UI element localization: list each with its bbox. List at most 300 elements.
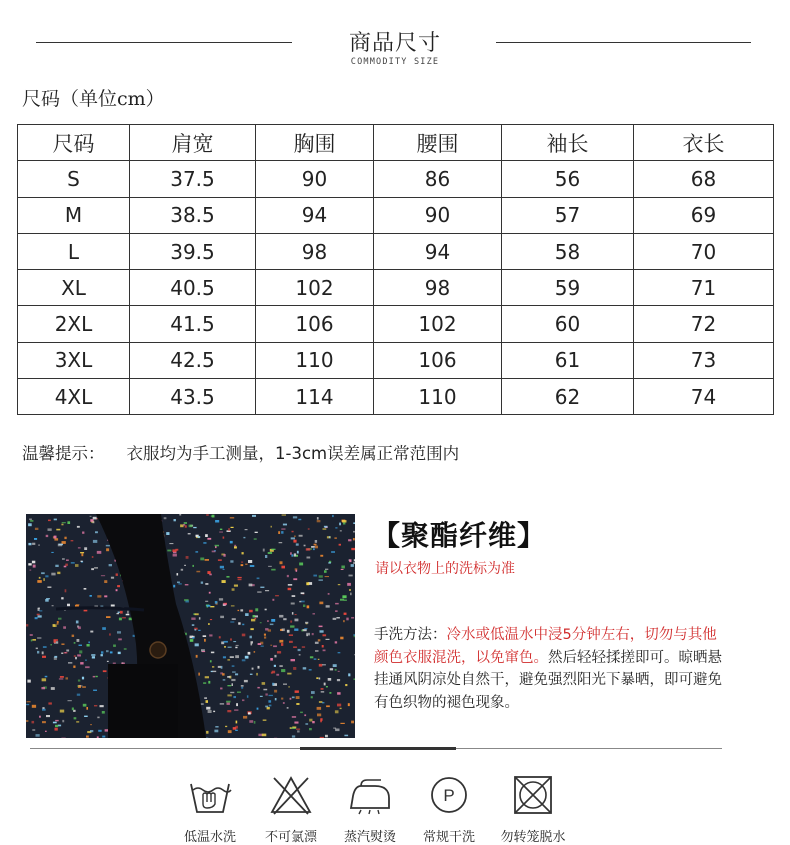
tweed-speckle — [252, 668, 254, 670]
tweed-speckle — [313, 575, 317, 577]
tweed-speckle — [38, 608, 40, 609]
tweed-speckle — [281, 531, 283, 534]
tweed-speckle — [90, 631, 93, 633]
tweed-speckle — [77, 639, 80, 642]
tweed-speckle — [215, 520, 219, 523]
tweed-speckle — [271, 569, 275, 571]
tweed-speckle — [234, 545, 236, 547]
tweed-speckle — [219, 598, 223, 600]
tweed-speckle — [64, 537, 66, 539]
tweed-speckle — [242, 634, 246, 637]
tweed-speckle — [290, 625, 294, 627]
table-cell: 102 — [256, 270, 374, 306]
tweed-speckle — [281, 698, 283, 700]
page-title: 商品尺寸 — [0, 26, 790, 57]
table-cell: 60 — [502, 306, 634, 342]
tweed-speckle — [67, 604, 70, 607]
tweed-speckle — [245, 656, 249, 659]
tweed-speckle — [94, 705, 97, 706]
tweed-speckle — [93, 517, 97, 520]
tweed-speckle — [274, 655, 276, 658]
tweed-speckle — [205, 601, 208, 602]
tweed-speckle — [348, 539, 351, 541]
tweed-speckle — [269, 705, 272, 707]
tweed-speckle — [211, 652, 214, 654]
tweed-speckle — [37, 651, 39, 654]
tweed-speckle — [101, 651, 103, 653]
tweed-speckle — [263, 689, 267, 691]
material-subtitle: 请以衣物上的洗标为准 — [375, 558, 515, 578]
tweed-speckle — [265, 590, 269, 591]
table-cell: 62 — [502, 379, 634, 415]
tweed-speckle — [42, 721, 46, 723]
tweed-speckle — [235, 655, 239, 658]
table-cell: 98 — [256, 233, 374, 269]
tweed-speckle — [236, 703, 238, 706]
table-cell: 58 — [502, 233, 634, 269]
tweed-speckle — [238, 622, 240, 624]
tweed-speckle — [118, 638, 122, 640]
care-label-iron: 蒸汽熨烫 — [325, 826, 415, 845]
tweed-speckle — [213, 711, 215, 712]
tweed-speckle — [230, 656, 234, 658]
tweed-speckle — [192, 637, 194, 639]
table-cell: 102 — [374, 306, 502, 342]
tweed-speckle — [245, 529, 248, 530]
tweed-speckle — [325, 576, 329, 577]
tweed-speckle — [271, 672, 273, 674]
tweed-speckle — [338, 671, 340, 672]
tweed-speckle — [84, 547, 87, 550]
tweed-speckle — [293, 516, 297, 518]
tweed-speckle — [30, 570, 32, 571]
tweed-speckle — [333, 728, 336, 729]
tweed-speckle — [288, 584, 292, 586]
tweed-speckle — [26, 704, 29, 705]
tweed-speckle — [106, 548, 109, 551]
tweed-speckle — [42, 678, 47, 681]
tweed-speckle — [265, 693, 267, 695]
tweed-speckle — [104, 580, 107, 583]
tweed-speckle — [235, 647, 237, 649]
tweed-speckle — [230, 560, 233, 562]
tweed-speckle — [248, 652, 251, 655]
tweed-speckle — [90, 595, 92, 597]
tweed-speckle — [328, 678, 332, 681]
table-cell: 86 — [374, 161, 502, 197]
tweed-speckle — [281, 643, 283, 646]
tweed-speckle — [183, 524, 185, 526]
tweed-speckle — [32, 729, 35, 731]
tweed-speckle — [238, 579, 242, 580]
tweed-speckle — [224, 641, 228, 643]
tweed-speckle — [271, 526, 273, 528]
tweed-speckle — [189, 525, 193, 528]
tweed-speckle — [48, 528, 52, 531]
tweed-speckle — [28, 523, 32, 526]
tweed-speckle — [347, 583, 351, 586]
tweed-speckle — [299, 601, 301, 602]
tweed-speckle — [335, 527, 337, 528]
tweed-speckle — [335, 669, 337, 671]
tweed-speckle — [41, 687, 45, 689]
table-cell: 42.5 — [130, 342, 256, 378]
tweed-speckle — [60, 710, 64, 713]
tweed-speckle — [198, 536, 201, 538]
tweed-speckle — [192, 565, 194, 567]
tweed-speckle — [270, 658, 273, 661]
tweed-speckle — [333, 664, 337, 667]
tweed-speckle — [249, 584, 253, 587]
tweed-fabric-image — [26, 514, 355, 738]
tweed-speckle — [301, 630, 303, 632]
tweed-speckle — [102, 627, 106, 630]
tweed-speckle — [54, 536, 57, 539]
page-subtitle: COMMODITY SIZE — [0, 57, 790, 67]
tweed-speckle — [90, 724, 92, 725]
tweed-speckle — [204, 639, 206, 642]
tweed-speckle — [104, 595, 107, 597]
tweed-speckle — [339, 544, 341, 546]
tweed-speckle — [221, 666, 223, 669]
tweed-speckle — [297, 730, 300, 732]
tweed-speckle — [191, 618, 195, 620]
tweed-speckle — [306, 633, 310, 636]
tweed-speckle — [203, 635, 207, 637]
tweed-speckle — [178, 583, 181, 584]
tweed-speckle — [117, 613, 120, 614]
tweed-speckle — [353, 522, 355, 524]
care-label-tumble: 勿转笼脱水 — [488, 826, 578, 845]
tweed-speckle — [195, 629, 197, 630]
tweed-speckle — [46, 598, 50, 599]
tweed-speckle — [329, 536, 331, 538]
tweed-speckle — [64, 566, 67, 568]
table-cell: 59 — [502, 270, 634, 306]
tweed-speckle — [208, 710, 212, 713]
tweed-speckle — [212, 551, 216, 553]
tweed-speckle — [265, 555, 267, 558]
header-cell: 袖长 — [502, 125, 634, 161]
tweed-speckle — [282, 515, 286, 516]
tweed-speckle — [335, 641, 337, 643]
tweed-speckle — [92, 521, 94, 523]
tweed-speckle — [283, 618, 286, 620]
table-cell: 71 — [634, 270, 774, 306]
tweed-speckle — [181, 569, 183, 571]
tweed-speckle — [249, 610, 253, 613]
tweed-speckle — [267, 620, 269, 622]
tweed-speckle — [30, 520, 33, 522]
tweed-speckle — [334, 538, 337, 539]
tweed-speckle — [166, 532, 169, 535]
tweed-speckle — [230, 622, 234, 623]
tweed-speckle — [296, 703, 299, 705]
tweed-speckle — [38, 545, 40, 546]
tweed-speckle — [326, 605, 330, 607]
tweed-speckle — [113, 645, 116, 647]
tweed-speckle — [127, 611, 129, 614]
table-row — [18, 342, 774, 378]
tweed-speckle — [53, 722, 57, 724]
tweed-speckle — [332, 515, 334, 517]
tweed-speckle — [255, 532, 258, 533]
tweed-speckle — [251, 641, 254, 643]
tweed-speckle — [272, 599, 274, 601]
tweed-speckle — [328, 593, 330, 594]
tweed-speckle — [291, 603, 295, 605]
tweed-speckle — [283, 524, 287, 526]
tweed-speckle — [231, 605, 235, 606]
tweed-speckle — [28, 543, 31, 545]
tweed-speckle — [318, 659, 320, 660]
tweed-speckle — [326, 686, 328, 687]
tweed-speckle — [344, 600, 347, 601]
tweed-speckle — [66, 560, 69, 561]
table-cell: M — [18, 197, 130, 233]
tweed-speckle — [268, 552, 272, 554]
tweed-speckle — [345, 684, 347, 686]
tweed-speckle — [318, 639, 321, 641]
tweed-speckle — [260, 622, 262, 623]
tweed-speckle — [336, 617, 340, 618]
wash-warning: 冷水或低温水中浸5分钟左右，切勿与其他颜色衣服混洗，以免窜色。 — [374, 627, 717, 666]
tweed-speckle — [203, 682, 206, 684]
header-cell: 衣长 — [634, 125, 774, 161]
tweed-speckle — [92, 656, 95, 658]
tweed-speckle — [117, 585, 120, 587]
tweed-speckle — [234, 585, 238, 587]
black-jeans — [108, 664, 178, 738]
tweed-speckle — [230, 638, 232, 640]
tweed-speckle — [301, 592, 305, 594]
tweed-speckle — [304, 714, 306, 716]
tweed-speckle — [85, 666, 90, 668]
tweed-speckle — [220, 688, 222, 690]
tweed-speckle — [282, 628, 285, 631]
tweed-speckle — [193, 527, 196, 528]
tweed-speckle — [319, 602, 323, 605]
tweed-speckle — [97, 551, 102, 554]
table-cell: 110 — [256, 342, 374, 378]
tweed-speckle — [205, 583, 208, 585]
tweed-speckle — [226, 701, 230, 703]
tweed-speckle — [77, 526, 80, 528]
tweed-speckle — [79, 650, 82, 653]
tweed-speckle — [86, 736, 89, 738]
tweed-speckle — [227, 703, 230, 705]
tweed-speckle — [195, 613, 199, 615]
material-title: 【聚酯纤维】 — [372, 514, 546, 554]
tweed-speckle — [220, 703, 224, 704]
tweed-speckle — [292, 595, 296, 597]
tweed-speckle — [116, 573, 118, 576]
tweed-speckle — [335, 603, 339, 605]
size-table — [17, 124, 774, 415]
tweed-speckle — [211, 671, 213, 672]
tweed-speckle — [77, 694, 80, 696]
table-cell: XL — [18, 270, 130, 306]
tweed-speckle — [210, 606, 214, 607]
tweed-speckle — [323, 650, 326, 652]
tweed-speckle — [309, 719, 312, 722]
tweed-speckle — [306, 548, 311, 550]
tweed-speckle — [54, 639, 58, 641]
tweed-speckle — [232, 672, 236, 673]
tweed-speckle — [311, 696, 313, 698]
tweed-speckle — [97, 717, 99, 719]
tweed-speckle — [37, 638, 41, 639]
tweed-speckle — [76, 721, 79, 722]
tweed-speckle — [103, 670, 107, 672]
tweed-speckle — [272, 683, 274, 686]
tweed-speckle — [279, 542, 283, 543]
tweed-speckle — [28, 563, 31, 565]
tweed-speckle — [270, 645, 272, 646]
tweed-speckle — [82, 532, 84, 534]
tweed-speckle — [63, 626, 66, 629]
tweed-speckle — [220, 566, 224, 569]
tweed-speckle — [212, 666, 214, 667]
tweed-speckle — [281, 529, 285, 530]
tweed-speckle — [245, 564, 247, 565]
tweed-speckle — [331, 551, 335, 553]
tweed-speckle — [227, 685, 231, 686]
tweed-speckle — [341, 566, 345, 569]
tweed-speckle — [313, 548, 315, 550]
tweed-speckle — [243, 716, 247, 719]
tweed-speckle — [93, 540, 97, 543]
tweed-speckle — [287, 630, 290, 633]
tweed-speckle — [78, 547, 81, 548]
table-cell: 39.5 — [130, 233, 256, 269]
tweed-speckle — [353, 538, 355, 540]
tweed-speckle — [289, 635, 293, 636]
tweed-speckle — [305, 723, 308, 724]
tweed-speckle — [45, 575, 48, 577]
tweed-speckle — [351, 564, 354, 567]
tweed-speckle — [47, 587, 51, 588]
tweed-speckle — [51, 687, 55, 690]
tweed-speckle — [271, 619, 275, 622]
table-cell: 73 — [634, 342, 774, 378]
tweed-speckle — [319, 664, 323, 667]
tweed-speckle — [346, 618, 348, 621]
tweed-speckle — [211, 516, 214, 517]
tweed-speckle — [232, 683, 234, 686]
tweed-speckle — [109, 564, 112, 566]
tweed-speckle — [293, 540, 296, 543]
tweed-speckle — [207, 605, 211, 607]
tweed-speckle — [223, 537, 225, 539]
tweed-speckle — [71, 540, 74, 541]
tweed-speckle — [45, 676, 48, 678]
tweed-speckle — [324, 526, 328, 528]
tweed-speckle — [199, 617, 201, 619]
tweed-speckle — [243, 537, 245, 538]
tweed-speckle — [341, 569, 344, 570]
tweed-speckle — [223, 604, 226, 606]
tweed-speckle — [212, 671, 216, 672]
tweed-speckle — [226, 576, 229, 578]
tweed-speckle — [223, 569, 225, 570]
tweed-speckle — [237, 692, 241, 693]
tweed-speckle — [84, 588, 87, 590]
tweed-speckle — [232, 588, 235, 591]
tweed-speckle — [35, 617, 38, 619]
tweed-speckle — [56, 529, 60, 531]
tweed-speckle — [122, 617, 126, 618]
tweed-speckle — [45, 599, 49, 602]
tweed-speckle — [350, 593, 352, 596]
tweed-speckle — [245, 613, 249, 616]
tweed-speckle — [26, 624, 28, 626]
tweed-speckle — [293, 647, 297, 648]
tweed-speckle — [231, 679, 235, 681]
tweed-speckle — [238, 610, 240, 611]
tweed-speckle — [288, 686, 290, 687]
tips-label: 温馨提示： — [22, 444, 105, 463]
tweed-speckle — [219, 636, 221, 638]
table-cell: 56 — [502, 161, 634, 197]
tweed-speckle — [257, 592, 261, 593]
tweed-speckle — [236, 721, 238, 724]
tweed-speckle — [201, 703, 204, 704]
tweed-speckle — [208, 623, 210, 625]
tweed-speckle — [291, 554, 293, 556]
tweed-speckle — [36, 648, 38, 650]
tweed-speckle — [228, 730, 232, 733]
tweed-speckle — [230, 692, 234, 693]
tweed-speckle — [52, 605, 54, 606]
table-cell: 40.5 — [130, 270, 256, 306]
tweed-speckle — [307, 557, 311, 559]
table-cell: 90 — [374, 197, 502, 233]
tweed-speckle — [126, 614, 130, 616]
tweed-speckle — [298, 649, 301, 651]
tweed-speckle — [338, 584, 341, 585]
tweed-speckle — [39, 577, 41, 579]
tweed-speckle — [55, 728, 58, 731]
tweed-speckle — [55, 565, 58, 567]
tweed-speckle — [337, 679, 340, 681]
tweed-speckle — [237, 577, 241, 578]
tweed-speckle — [241, 564, 244, 566]
tweed-speckle — [253, 615, 256, 618]
tweed-speckle — [227, 676, 230, 678]
tweed-speckle — [97, 736, 99, 738]
tweed-speckle — [343, 522, 345, 524]
wash-details: 然后轻轻揉搓即可。晾晒悬挂通风阴凉处自然干，避免强烈阳光下暴晒，即可避免有色织物的褪色现象。 — [374, 650, 722, 711]
tweed-speckle — [268, 566, 272, 567]
tweed-speckle — [340, 723, 344, 724]
tweed-speckle — [61, 597, 63, 599]
tweed-speckle — [315, 642, 319, 644]
care-label-dryclean: 常规干洗 — [404, 826, 494, 845]
tweed-speckle — [61, 644, 64, 645]
tweed-speckle — [329, 692, 331, 694]
table-cell: 70 — [634, 233, 774, 269]
tweed-speckle — [78, 680, 80, 682]
table-cell: 106 — [374, 342, 502, 378]
tweed-speckle — [109, 633, 111, 635]
tweed-speckle — [62, 522, 66, 523]
tweed-speckle — [95, 676, 97, 677]
tweed-speckle — [101, 575, 105, 576]
tweed-speckle — [29, 519, 32, 521]
tweed-speckle — [241, 685, 244, 687]
dry-clean-p-icon — [426, 772, 472, 818]
